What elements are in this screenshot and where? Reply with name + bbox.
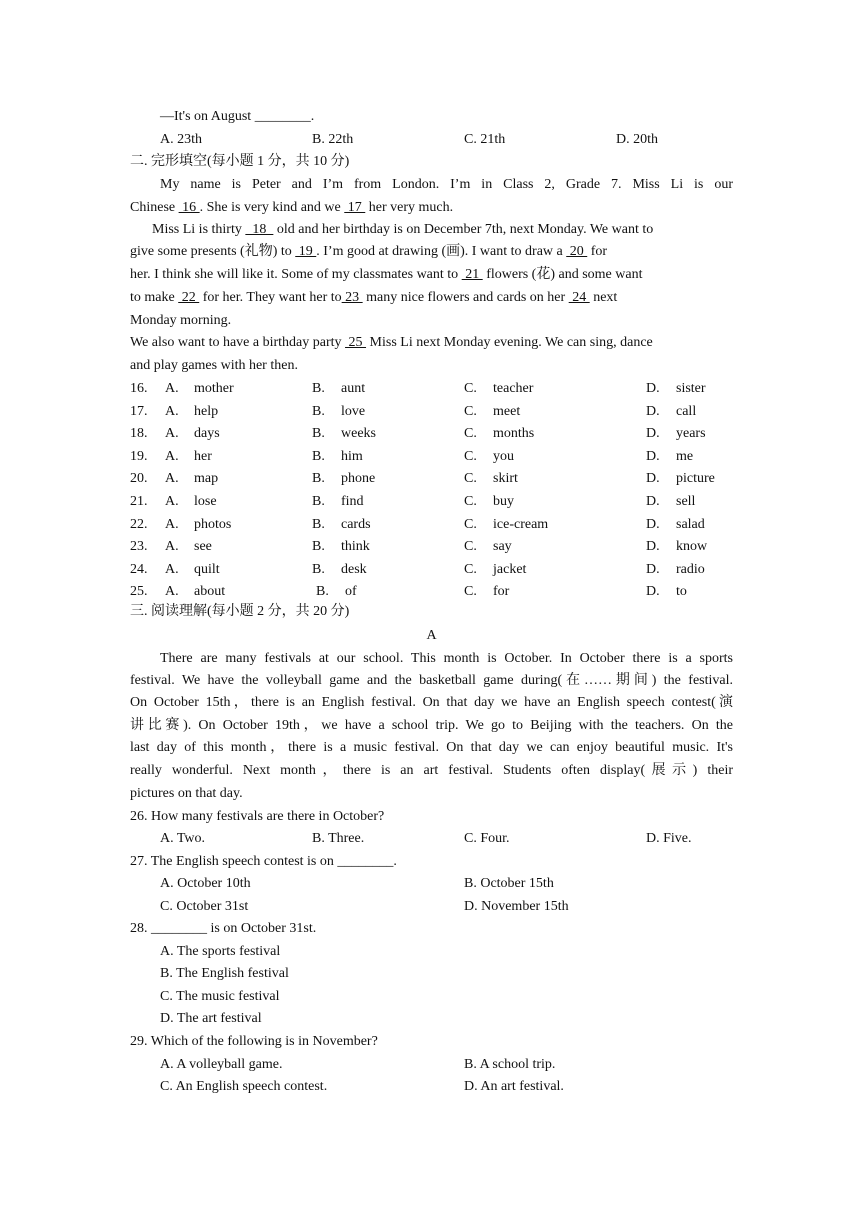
- option-d: know: [676, 539, 708, 554]
- option-a: about: [194, 584, 226, 599]
- cloze-p2-line3: her. I think she will like it. Some of my classmates want to 21 flowers (花) and some want: [130, 267, 643, 282]
- blank-25: 25: [345, 335, 367, 350]
- option-letter: D.: [646, 539, 660, 554]
- blank-18: 18: [245, 222, 274, 237]
- q15-answer-line: —It's on August ________.: [160, 109, 315, 124]
- option-letter: C.: [464, 517, 477, 532]
- option-letter: B.: [312, 494, 325, 509]
- option-c: for: [493, 584, 510, 599]
- option-a: lose: [194, 494, 217, 509]
- option-a: help: [194, 404, 219, 419]
- cloze-p3-line1: We also want to have a birthday party 25 Miss Li next Monday evening. We can sing, dance: [130, 335, 653, 350]
- option-c: say: [493, 539, 512, 554]
- option-letter: C.: [464, 426, 477, 441]
- option-letter: C.: [464, 584, 477, 599]
- q29-option-b: B. A school trip.: [464, 1057, 556, 1072]
- option-letter: B.: [312, 539, 325, 554]
- option-letter: D.: [646, 584, 660, 599]
- blank-17: 17: [344, 200, 366, 215]
- option-d: call: [676, 404, 697, 419]
- q27-option-c: C. October 31st: [160, 899, 249, 914]
- option-b: find: [341, 494, 364, 509]
- blank-22: 22: [178, 290, 200, 305]
- option-d: years: [676, 426, 706, 441]
- q15-option-d: D. 20th: [616, 132, 658, 147]
- option-letter: B.: [312, 426, 325, 441]
- q26-option-a: A. Two.: [160, 831, 206, 846]
- blank-24: 24: [568, 290, 590, 305]
- cloze-p3-line2: and play games with her then.: [130, 358, 298, 373]
- option-letter: B.: [312, 562, 325, 577]
- item-number: 19.: [130, 449, 148, 464]
- option-d: salad: [676, 517, 705, 532]
- q26-option-b: B. Three.: [312, 831, 365, 846]
- option-letter: A.: [165, 539, 179, 554]
- option-c: ice-cream: [493, 517, 549, 532]
- option-letter: D.: [646, 404, 660, 419]
- q27-option-d: D. November 15th: [464, 899, 569, 914]
- passage-line-2: festival. We have the volleyball game and the basketball game during(在……期间) the festival.: [130, 673, 733, 688]
- option-a: photos: [194, 517, 232, 532]
- q26-option-c: C. Four.: [464, 831, 510, 846]
- item-number: 21.: [130, 494, 148, 509]
- option-b: desk: [341, 562, 367, 577]
- option-a: mother: [194, 381, 234, 396]
- passage-line-1: There are many festivals at our school. This month is October. In October there is a sports: [160, 651, 733, 666]
- q28-option-d: D. The art festival: [160, 1011, 262, 1026]
- blank-19: 19: [295, 244, 317, 259]
- blank-23: 23: [341, 290, 363, 305]
- cloze-p2-line1: Miss Li is thirty 18 old and her birthday is on December 7th, next Monday. We want to: [152, 222, 654, 237]
- passage-line-6: really wonderful. Next month，there is an art festival. Students often display(展示) their: [130, 763, 733, 778]
- cloze-p2-line5: Monday morning.: [130, 313, 232, 328]
- passage-line-4: 讲比赛). On October 19th，we have a school trip. We go to Beijing with the teachers. On the: [130, 718, 733, 733]
- option-d: sister: [676, 381, 706, 396]
- option-a: see: [194, 539, 212, 554]
- option-letter: A.: [165, 449, 179, 464]
- passage-line-3: On October 15th，there is an English festival. On that day we have an English speech contest(演: [130, 695, 733, 710]
- option-a: quilt: [194, 562, 220, 577]
- q28-stem: 28. ________ is on October 31st.: [130, 921, 317, 936]
- q28-option-a: A. The sports festival: [160, 944, 281, 959]
- option-d: sell: [676, 494, 696, 509]
- option-c: months: [493, 426, 535, 441]
- cloze-p2-line2: give some presents (礼物) to 19 . I’m good at drawing (画). I want to draw a 20 for: [130, 244, 608, 259]
- option-letter: B.: [312, 517, 325, 532]
- option-d: to: [676, 584, 687, 599]
- option-c: skirt: [493, 471, 518, 486]
- section3-heading: 三. 阅读理解(每小题 2 分，共 20 分): [130, 604, 350, 619]
- option-letter: C.: [464, 381, 477, 396]
- option-b: love: [341, 404, 366, 419]
- option-letter: C.: [464, 449, 477, 464]
- q15-option-b: B. 22th: [312, 132, 354, 147]
- option-b: of: [345, 584, 357, 599]
- q29-option-a: A. A volleyball game.: [160, 1057, 283, 1072]
- option-c: you: [493, 449, 514, 464]
- option-letter: C.: [464, 494, 477, 509]
- option-d: picture: [676, 471, 715, 486]
- q29-option-c: C. An English speech contest.: [160, 1079, 328, 1094]
- option-c: meet: [493, 404, 521, 419]
- option-a: map: [194, 471, 219, 486]
- option-b: phone: [341, 471, 376, 486]
- option-letter: C.: [464, 539, 477, 554]
- option-letter: B.: [316, 584, 329, 599]
- option-letter: A.: [165, 562, 179, 577]
- option-letter: D.: [646, 517, 660, 532]
- q29-stem: 29. Which of the following is in November?: [130, 1034, 378, 1049]
- q15-option-c: C. 21th: [464, 132, 506, 147]
- item-number: 25.: [130, 584, 148, 599]
- item-number: 17.: [130, 404, 148, 419]
- option-letter: C.: [464, 471, 477, 486]
- option-b: aunt: [341, 381, 366, 396]
- option-b: weeks: [341, 426, 376, 441]
- option-letter: A.: [165, 494, 179, 509]
- cloze-p2-line4: to make 22 for her. They want her to 23 many nice flowers and cards on her 24 next: [130, 290, 618, 305]
- item-number: 22.: [130, 517, 148, 532]
- blank-21: 21: [461, 267, 483, 282]
- option-letter: A.: [165, 584, 179, 599]
- section2-heading: 二. 完形填空(每小题 1 分，共 10 分): [130, 154, 350, 169]
- option-letter: B.: [312, 471, 325, 486]
- option-b: cards: [341, 517, 371, 532]
- option-letter: B.: [312, 449, 325, 464]
- option-letter: D.: [646, 426, 660, 441]
- item-number: 24.: [130, 562, 148, 577]
- cloze-p1-line1: My name is Peter and I’m from London. I’m in Class 2, Grade 7. Miss Li is our: [160, 177, 733, 192]
- q28-option-c: C. The music festival: [160, 989, 280, 1004]
- option-letter: A.: [165, 471, 179, 486]
- option-letter: A.: [165, 517, 179, 532]
- option-letter: D.: [646, 562, 660, 577]
- option-d: radio: [676, 562, 705, 577]
- option-letter: D.: [646, 449, 660, 464]
- option-a: days: [194, 426, 220, 441]
- q27-option-a: A. October 10th: [160, 876, 251, 891]
- q26-option-d: D. Five.: [646, 831, 692, 846]
- item-number: 20.: [130, 471, 148, 486]
- option-letter: A.: [165, 381, 179, 396]
- option-b: him: [341, 449, 363, 464]
- option-letter: C.: [464, 404, 477, 419]
- passage-line-7: pictures on that day.: [130, 786, 243, 801]
- option-letter: D.: [646, 471, 660, 486]
- passage-title: A: [426, 628, 437, 643]
- option-letter: B.: [312, 381, 325, 396]
- option-d: me: [676, 449, 694, 464]
- option-c: teacher: [493, 381, 534, 396]
- blank-16: 16: [178, 200, 200, 215]
- option-letter: A.: [165, 404, 179, 419]
- option-letter: B.: [312, 404, 325, 419]
- option-letter: C.: [464, 562, 477, 577]
- option-b: think: [341, 539, 370, 554]
- option-c: buy: [493, 494, 514, 509]
- q27-stem: 27. The English speech contest is on ________.: [130, 854, 397, 869]
- q28-option-b: B. The English festival: [160, 966, 289, 981]
- q27-option-b: B. October 15th: [464, 876, 554, 891]
- blank-20: 20: [566, 244, 588, 259]
- option-letter: D.: [646, 381, 660, 396]
- item-number: 23.: [130, 539, 148, 554]
- q15-option-a: A. 23th: [160, 132, 202, 147]
- option-letter: D.: [646, 494, 660, 509]
- passage-line-5: last day of this month，there is a music festival. On that day we can enjoy beautiful music. It's: [130, 740, 733, 755]
- q26-stem: 26. How many festivals are there in October?: [130, 809, 385, 824]
- item-number: 16.: [130, 381, 148, 396]
- option-c: jacket: [493, 562, 527, 577]
- cloze-p1-line2: Chinese 16 . She is very kind and we 17 her very much.: [130, 200, 454, 215]
- q29-option-d: D. An art festival.: [464, 1079, 564, 1094]
- item-number: 18.: [130, 426, 148, 441]
- option-letter: A.: [165, 426, 179, 441]
- option-a: her: [194, 449, 212, 464]
